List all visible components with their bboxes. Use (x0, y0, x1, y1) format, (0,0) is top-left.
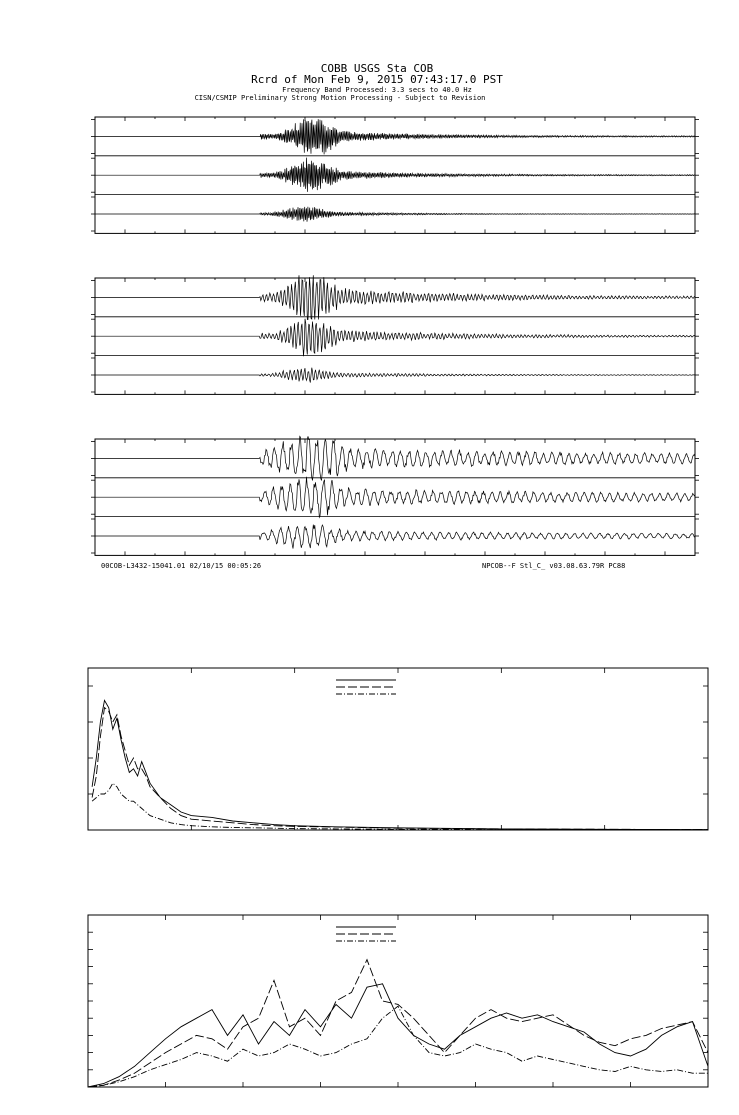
footer-left: 00COB-L3432-15041.01 02/10/15 00:05:26 (101, 562, 262, 570)
ts-trace (95, 368, 695, 383)
band-title: Frequency Band Processed: 3.3 secs to 40.0 Hz (282, 86, 472, 94)
report-header (195, 62, 504, 102)
chart-frame (88, 915, 708, 1087)
footer-right: NPCOB--F Stl_C_ v03.08.63.79R PC88 (482, 562, 626, 570)
report-footer (101, 562, 625, 570)
ts-panel-2 (91, 275, 699, 394)
ts-trace (95, 158, 695, 192)
series-line-3 (92, 783, 708, 829)
processing-title: CISN/CSMIP Preliminary Strong Motion Processing - Subject to Revision (194, 94, 486, 102)
fourier-spectrum-chart (88, 915, 708, 1087)
ts-trace (95, 207, 695, 222)
time-series-charts (91, 117, 699, 555)
series-line-2 (88, 960, 708, 1087)
ts-panel-3 (91, 436, 699, 555)
ts-trace (95, 525, 695, 549)
ts-trace (95, 119, 695, 154)
ts-trace (95, 319, 695, 357)
chart-frame (88, 668, 708, 830)
xy-chart-4 (88, 915, 708, 1087)
station-title: COBB USGS Sta COB (320, 62, 434, 75)
ts-trace (95, 477, 695, 518)
xy-chart-3 (88, 668, 708, 830)
spectral-acceleration-chart (88, 668, 708, 830)
series-line-2 (92, 708, 708, 830)
ts-panel-1 (91, 117, 699, 233)
series-line-1 (92, 700, 708, 829)
record-title: Rcrd of Mon Feb 9, 2015 07:43:17.0 PST (251, 73, 503, 86)
